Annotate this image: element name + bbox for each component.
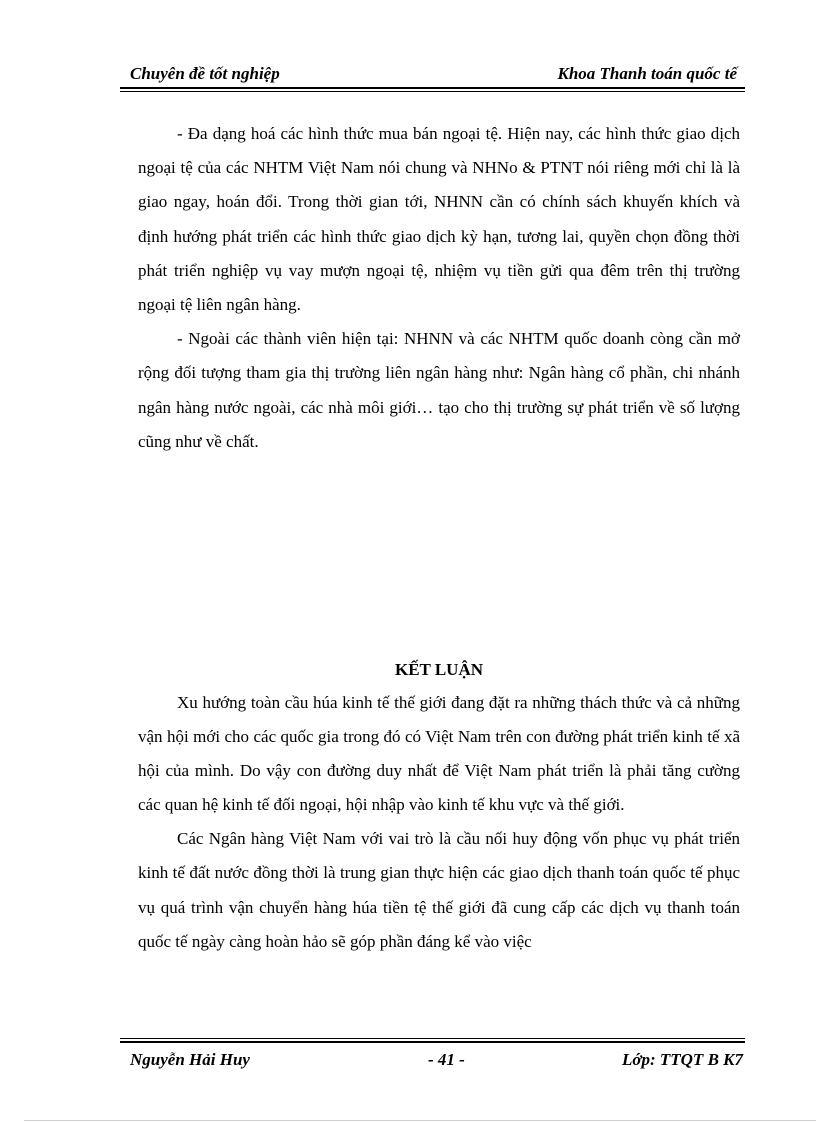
header-rule (120, 87, 745, 92)
body-section (138, 117, 740, 459)
header-document-type: Chuyên đề tốt nghiệp (130, 64, 280, 83)
page-header (120, 64, 745, 92)
page-footer (120, 1038, 745, 1078)
conclusion-section (138, 686, 740, 959)
header-faculty: Khoa Thanh toán quốc tế (557, 64, 737, 83)
conclusion-paragraph: Xu hướng toàn cầu húa kinh tế thế giới đang đặt ra những thách thức và cả những vận hội mới cho các quốc gia trong đó có Việt Nam trên con đường phát triển kinh tế xã hội của mình. Do vậy con đường duy nhất để Việt Nam phát triển là phải tăng cường các quan hệ kinh tế đối ngoại, hội nhập vào kinh tế khu vực và thế giới. (138, 693, 740, 815)
page-number: - 41 - (428, 1050, 465, 1069)
footer-class: Lớp: TTQT B K7 (621, 1050, 743, 1069)
body-paragraph: - Đa dạng hoá các hình thức mua bán ngoại tệ. Hiện nay, các hình thức giao dịch ngoại tệ của các NHTM Việt Nam nói chung và NHNo & PTNT nói riêng mới chỉ là là giao ngay, hoán đổi. Trong thời gian tới, NHNN cần có chính sách khuyến khích và định hướng phát triển các hình thức giao dịch kỳ hạn, tương lai, quyền chọn đồng thời phát triển nghiệp vụ vay mượn ngoại tệ, nhiệm vụ tiền gửi qua đêm trên thị trường ngoại tệ liên ngân hàng. (138, 124, 740, 315)
page-bottom-edge (24, 1120, 816, 1121)
conclusion-heading: KẾT LUẬN (394, 660, 483, 679)
body-paragraph: - Ngoài các thành viên hiện tại: NHNN và các NHTM quốc doanh còng cần mở rộng đối tượng tham gia thị trường liên ngân hàng như: Ngân hàng cổ phần, chi nhánh ngân hàng nước ngoài, các nhà môi giới… tạo cho thị trường sự phát triển về số lượng cũng như về chất. (138, 329, 740, 451)
footer-author: Nguyễn Hải Huy (130, 1050, 250, 1069)
footer-rule (120, 1038, 745, 1043)
conclusion-paragraph: Các Ngân hàng Việt Nam với vai trò là cầu nối huy động vốn phục vụ phát triển kinh tế đất nước đồng thời là trung gian thực hiện các giao dịch thanh toán quốc tế phục vụ quá trình vận chuyển hàng húa tiền tệ thế giới đã cung cấp các dịch vụ thanh toán quốc tế ngày càng hoàn hảo sẽ góp phần đáng kể vào việc (138, 829, 740, 951)
